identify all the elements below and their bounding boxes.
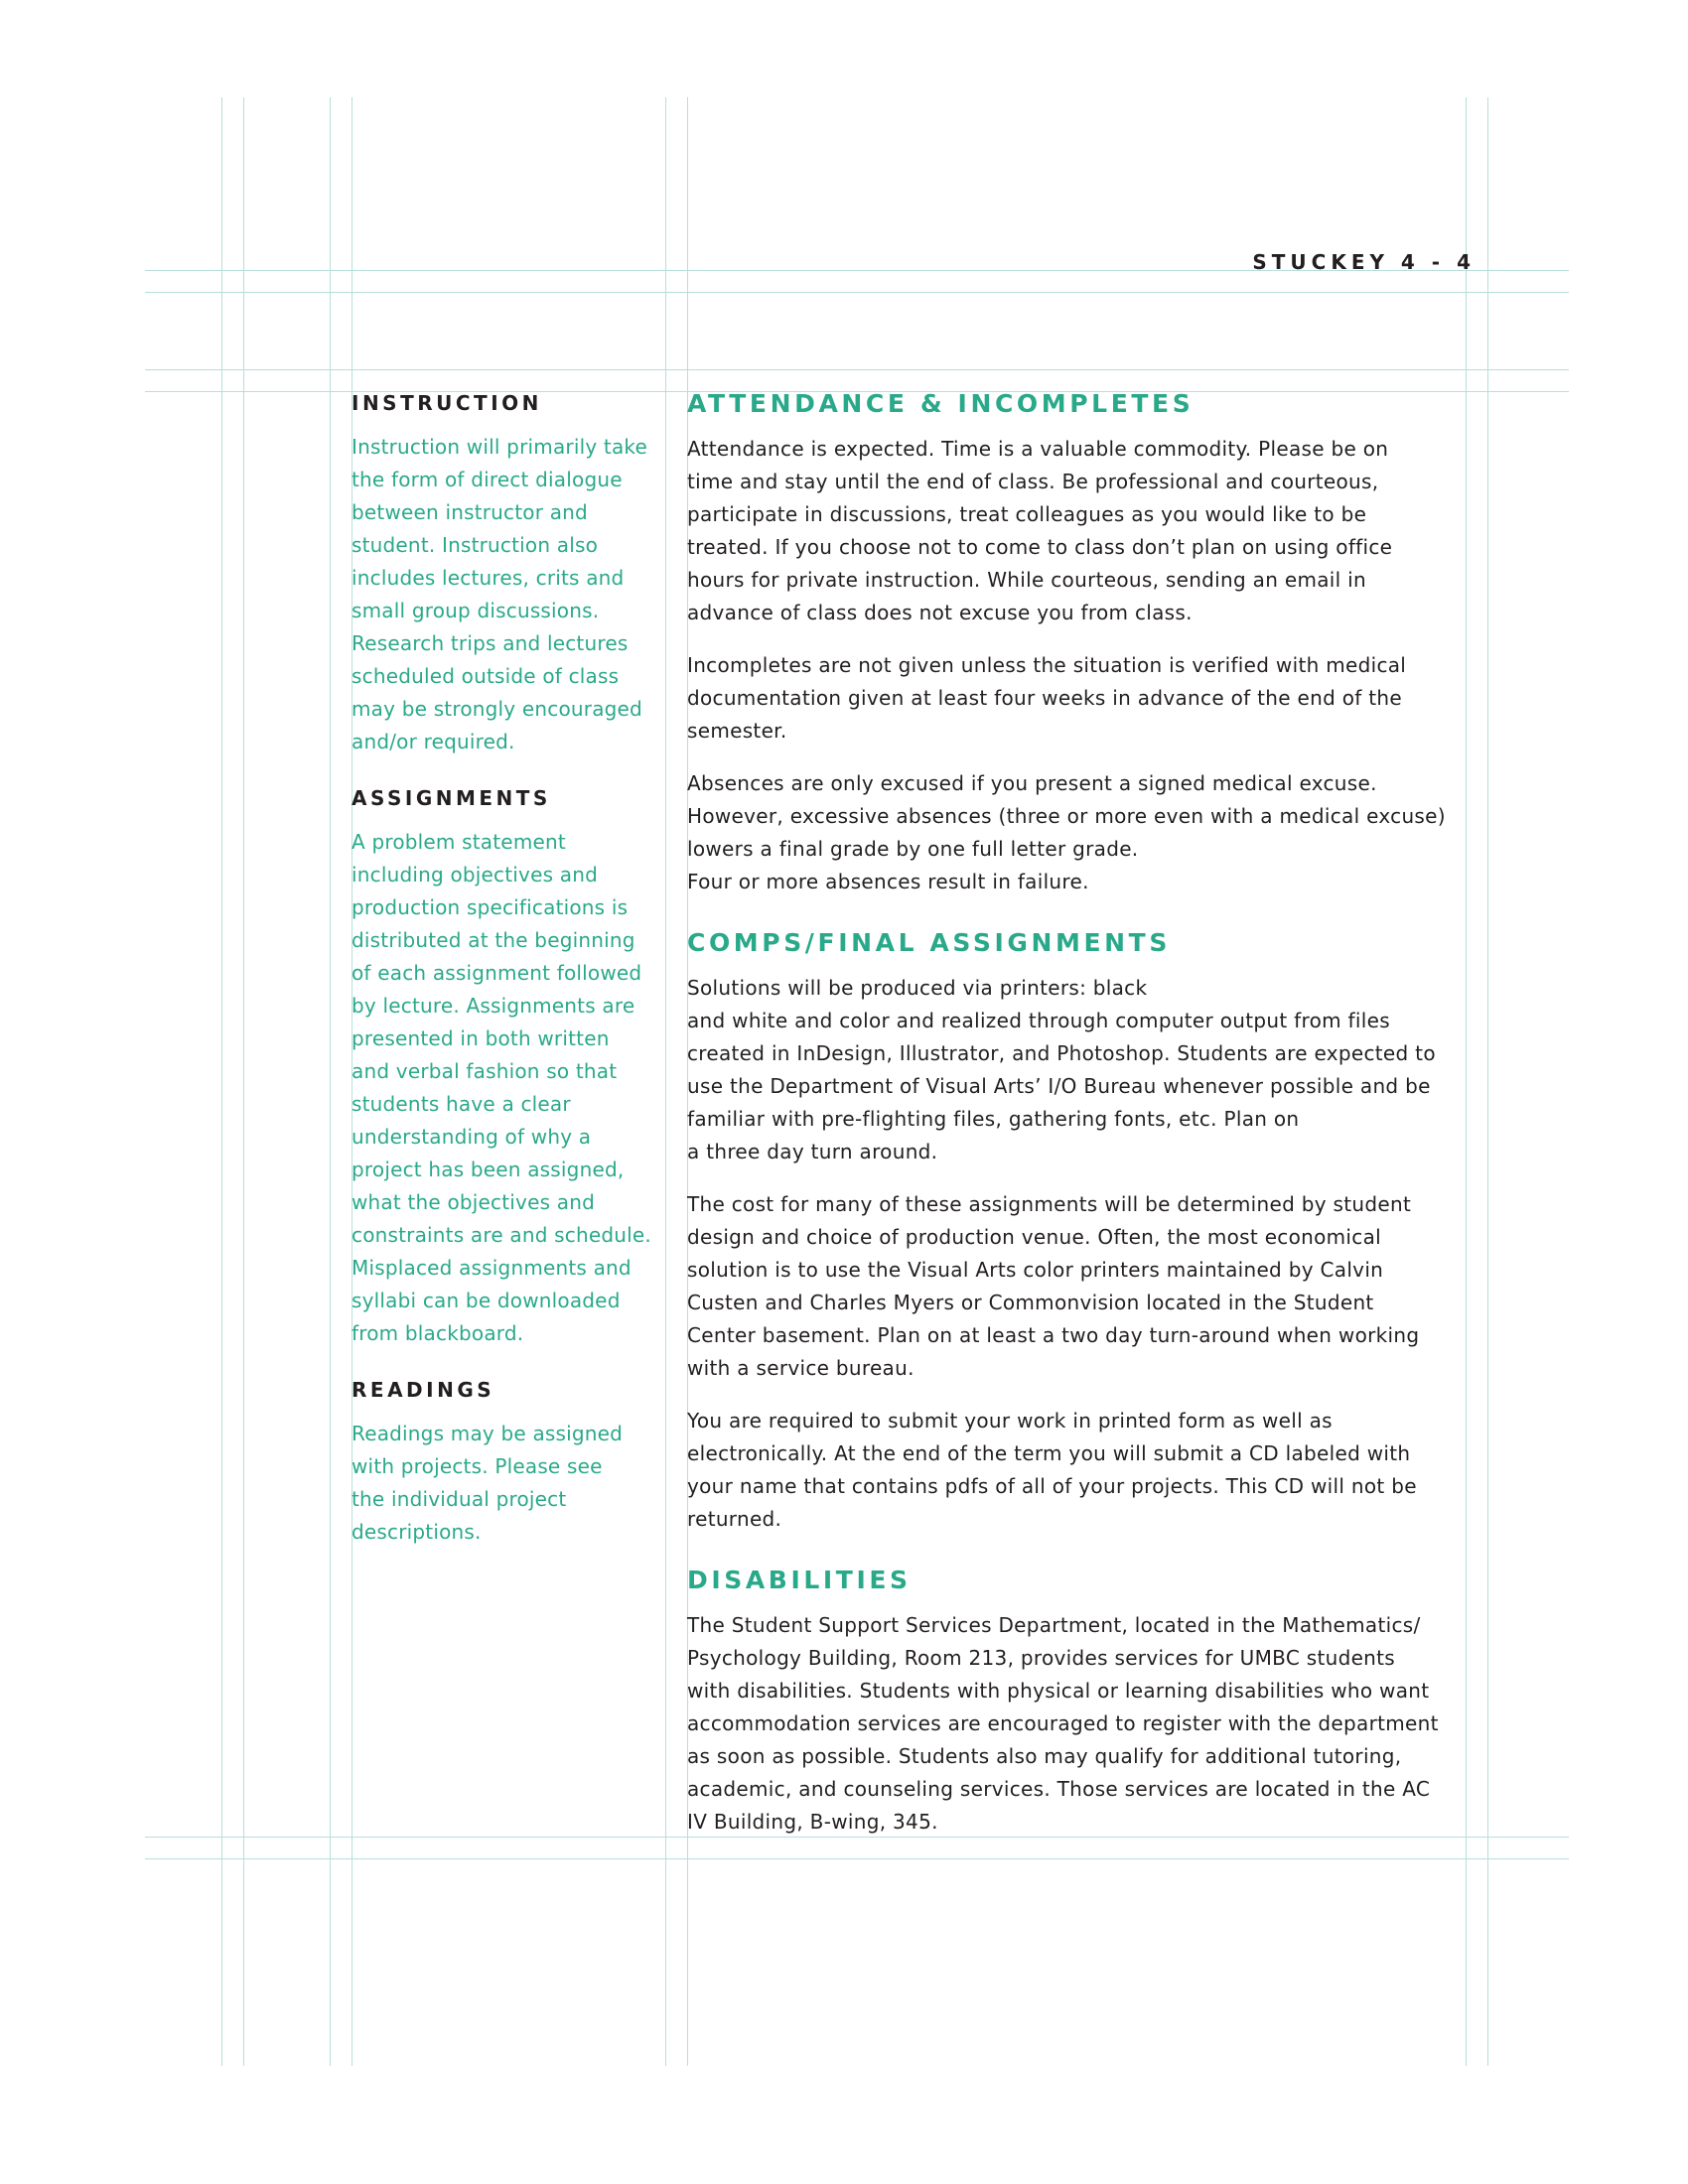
text-line: small group discussions.	[352, 599, 600, 622]
body-paragraph	[687, 972, 1477, 1168]
text-line: electronically. At the end of the term you will submit a CD labeled with	[687, 1441, 1411, 1465]
text-line: Attendance is expected. Time is a valuable commodity. Please be on	[687, 437, 1389, 461]
text-line: returned.	[687, 1507, 782, 1531]
text-line: participate in discussions, treat colleagues as you would like to be	[687, 502, 1367, 526]
main-column	[687, 387, 1477, 1858]
text-line: the individual project	[352, 1487, 567, 1511]
text-line: A problem statement	[352, 830, 566, 854]
text-line: what the objectives and	[352, 1190, 596, 1214]
text-line: Four or more absences result in failure.	[687, 870, 1089, 893]
text-line: including objectives and	[352, 863, 598, 887]
text-line: students have a clear	[352, 1092, 571, 1116]
text-line: understanding of why a	[352, 1125, 592, 1149]
text-line: treated. If you choose not to come to class don’t plan on using office	[687, 535, 1393, 559]
text-line: project has been assigned,	[352, 1158, 625, 1181]
text-line: a three day turn around.	[687, 1140, 938, 1163]
body-paragraph	[687, 767, 1477, 898]
text-line: documentation given at least four weeks in advance of the end of the	[687, 686, 1402, 710]
guide-line	[665, 97, 666, 2066]
guide-line	[145, 292, 1569, 293]
body-paragraph	[687, 433, 1477, 629]
section-disabilities	[687, 1556, 1477, 1839]
text-line: between instructor and	[352, 500, 588, 524]
text-line: You are required to submit your work in printed form as well as	[687, 1409, 1333, 1433]
guide-line	[243, 97, 244, 2066]
text-line: by lecture. Assignments are	[352, 994, 635, 1018]
section-heading: DISABILITIES	[687, 1566, 912, 1594]
text-line: Readings may be assigned	[352, 1422, 624, 1445]
body-paragraph	[687, 1405, 1477, 1536]
text-line: created in InDesign, Illustrator, and Photoshop. Students are expected to	[687, 1041, 1436, 1065]
text-line: syllabi can be downloaded	[352, 1289, 621, 1312]
body-paragraph	[687, 649, 1477, 748]
text-line: with projects. Please see	[352, 1454, 603, 1478]
guide-line	[221, 97, 222, 2066]
text-line: IV Building, B-wing, 345.	[687, 1810, 938, 1834]
sidebar-paragraph	[352, 826, 665, 1350]
sidebar-heading: ASSIGNMENTS	[352, 786, 551, 810]
sidebar-heading: READINGS	[352, 1378, 495, 1402]
section-spacer	[687, 918, 1477, 926]
text-line: use the Department of Visual Arts’ I/O Bureau whenever possible and be	[687, 1074, 1431, 1098]
text-line: Instruction will primarily take	[352, 435, 647, 459]
sidebar-section-readings	[352, 1376, 665, 1549]
text-line: The cost for many of these assignments will be determined by student	[687, 1192, 1412, 1216]
guide-line	[145, 1858, 1569, 1859]
text-line: Research trips and lectures	[352, 631, 629, 655]
text-line: includes lectures, crits and	[352, 566, 625, 590]
text-line: presented in both written	[352, 1026, 610, 1050]
sidebar-section-assignments	[352, 784, 665, 1350]
guide-line	[1487, 97, 1488, 2066]
sidebar-paragraph	[352, 431, 665, 758]
text-line: time and stay until the end of class. Be professional and courteous,	[687, 470, 1379, 493]
text-line: Misplaced assignments and	[352, 1256, 632, 1280]
text-line: and verbal fashion so that	[352, 1059, 618, 1083]
section-attendance-incompletes	[687, 387, 1477, 898]
text-line: Incompletes are not given unless the situation is verified with medical	[687, 653, 1407, 677]
text-line: constraints are and schedule.	[352, 1223, 651, 1247]
text-line: may be strongly encouraged	[352, 697, 642, 721]
text-line: as soon as possible. Students also may qualify for additional tutoring,	[687, 1744, 1402, 1768]
text-line: However, excessive absences (three or more even with a medical excuse)	[687, 804, 1446, 828]
text-line: hours for private instruction. While courteous, sending an email in	[687, 568, 1366, 592]
text-line: scheduled outside of class	[352, 664, 620, 688]
text-line: The Student Support Services Department, located in the Mathematics/	[687, 1613, 1421, 1637]
running-head: STUCKEY 4 - 4	[1252, 250, 1476, 274]
text-line: Center basement. Plan on at least a two day turn-around when working	[687, 1323, 1420, 1347]
text-line: from blackboard.	[352, 1321, 524, 1345]
text-line: semester.	[687, 719, 787, 743]
sidebar-section-instruction	[352, 389, 665, 758]
text-line: accommodation services are encouraged to register with the department	[687, 1711, 1439, 1735]
text-line: Absences are only excused if you present a signed medical excuse.	[687, 771, 1377, 795]
section-heading: COMPS/FINAL ASSIGNMENTS	[687, 928, 1171, 957]
text-line: and/or required.	[352, 730, 515, 753]
text-line: student. Instruction also	[352, 533, 599, 557]
text-line: production specifications is	[352, 895, 629, 919]
section-heading: ATTENDANCE & INCOMPLETES	[687, 389, 1195, 418]
text-line: of each assignment followed	[352, 961, 642, 985]
text-line: and white and color and realized through computer output from files	[687, 1009, 1390, 1032]
text-line: with a service bureau.	[687, 1356, 914, 1380]
sidebar-paragraph	[352, 1418, 665, 1549]
text-line: distributed at the beginning	[352, 928, 635, 952]
text-line: Custen and Charles Myers or Commonvision located in the Student	[687, 1291, 1374, 1314]
sidebar	[352, 389, 665, 1574]
text-line: with disabilities. Students with physical or learning disabilities who want	[687, 1679, 1430, 1703]
guide-line	[145, 369, 1569, 370]
text-line: descriptions.	[352, 1520, 482, 1544]
section-comps-final-assignments	[687, 918, 1477, 1536]
section-spacer	[687, 1556, 1477, 1564]
text-line: the form of direct dialogue	[352, 468, 623, 491]
text-line: solution is to use the Visual Arts color printers maintained by Calvin	[687, 1258, 1384, 1282]
text-line: lowers a final grade by one full letter grade.	[687, 837, 1139, 861]
sidebar-heading: INSTRUCTION	[352, 391, 542, 415]
text-line: familiar with pre-flighting files, gathering fonts, etc. Plan on	[687, 1107, 1300, 1131]
text-line: Psychology Building, Room 213, provides services for UMBC students	[687, 1646, 1396, 1670]
body-paragraph	[687, 1188, 1477, 1385]
text-line: academic, and counseling services. Those services are located in the AC	[687, 1777, 1431, 1801]
text-line: design and choice of production venue. Often, the most economical	[687, 1225, 1381, 1249]
text-line: advance of class does not excuse you from class.	[687, 601, 1193, 624]
guide-line	[330, 97, 331, 2066]
text-line: Solutions will be produced via printers: black	[687, 976, 1148, 1000]
text-line: your name that contains pdfs of all of your projects. This CD will not be	[687, 1474, 1417, 1498]
body-paragraph	[687, 1609, 1477, 1839]
